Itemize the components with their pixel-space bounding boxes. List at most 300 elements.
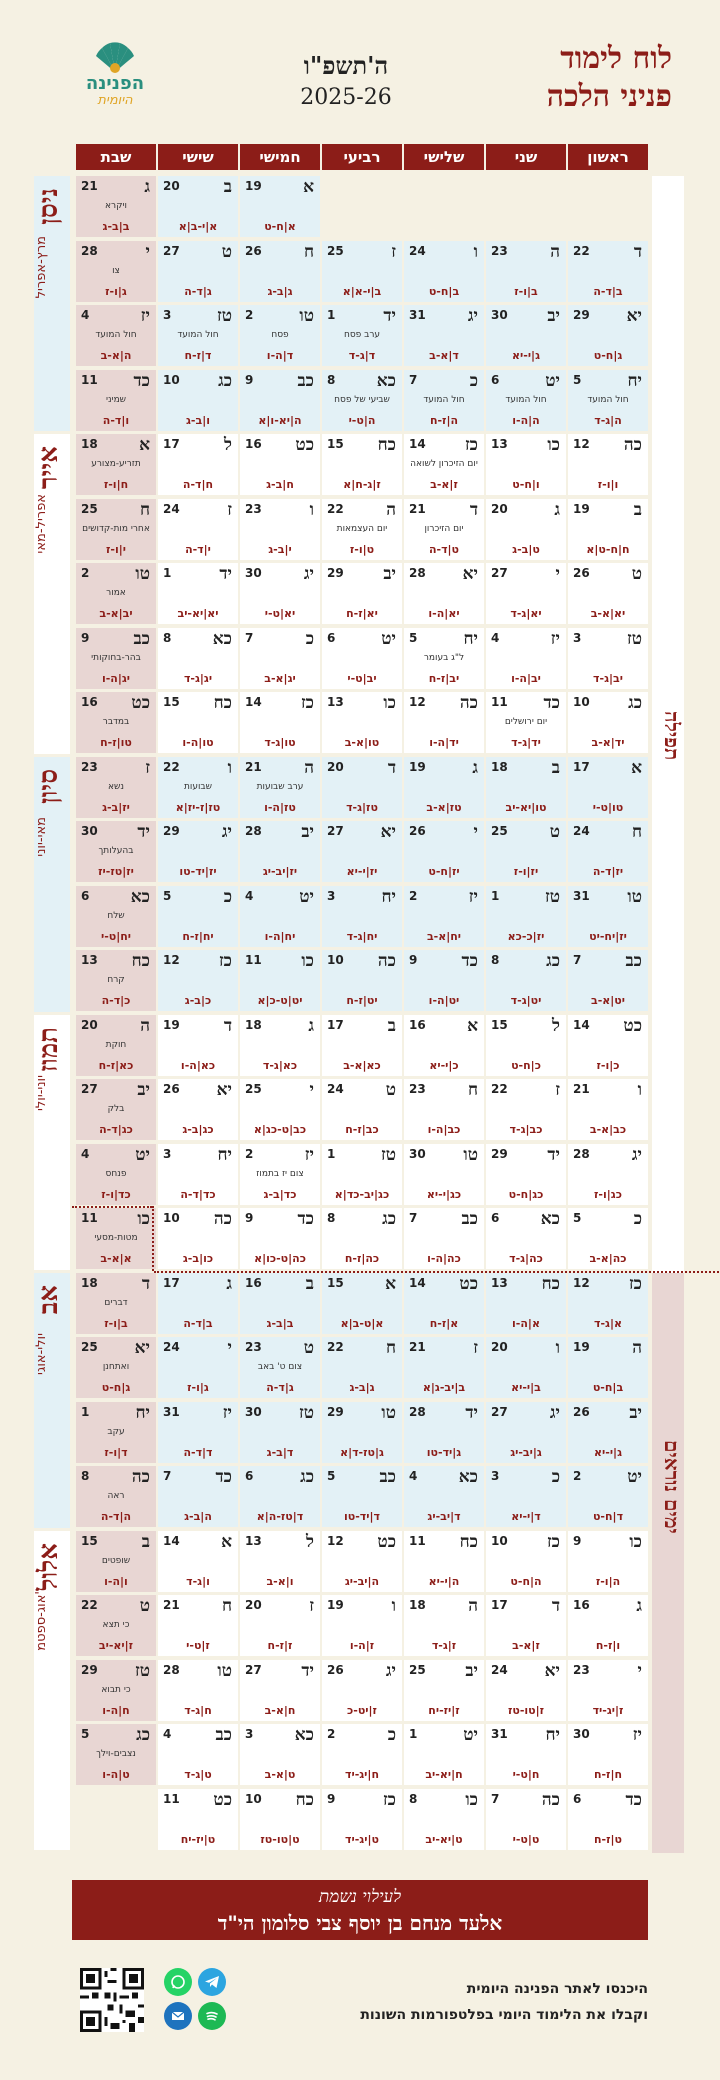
gregorian-date: 20 xyxy=(491,1340,508,1354)
day-cell xyxy=(322,886,402,947)
hebrew-date: יח xyxy=(135,1402,150,1423)
hebrew-date: יט xyxy=(299,886,314,907)
day-cell xyxy=(322,1466,402,1527)
day-cell xyxy=(404,886,484,947)
hebrew-date: יא xyxy=(544,1660,560,1681)
day-cell xyxy=(404,563,484,624)
day-note: יום ירושלים xyxy=(504,717,548,727)
study-reference: טו|ז-ח xyxy=(100,736,132,749)
gregorian-date: 27 xyxy=(491,1404,508,1419)
gregorian-date: 17 xyxy=(491,1598,508,1612)
study-reference: ג|יב-יג xyxy=(510,1445,542,1459)
gregorian-date: 13 xyxy=(245,1533,262,1548)
gregorian-date: 30 xyxy=(409,1146,426,1161)
study-reference: י|ו-ז xyxy=(105,542,126,556)
study-reference: יז|יח-יט xyxy=(589,929,627,943)
month-label xyxy=(34,434,70,754)
day-cell xyxy=(76,821,156,882)
day-note: שמיני xyxy=(105,394,127,405)
hebrew-date: כז xyxy=(300,693,314,713)
day-note: אמור xyxy=(106,588,126,598)
day-note: בהר-בחוקותי xyxy=(91,652,141,663)
study-reference: ז|ה-ו xyxy=(349,1639,375,1652)
gregorian-date: 26 xyxy=(245,243,262,258)
day-cell xyxy=(568,1660,648,1721)
gregorian-date: 24 xyxy=(573,824,590,838)
study-reference: ח|יג-יד xyxy=(345,1768,379,1781)
day-cell xyxy=(76,1789,156,1850)
day-cell xyxy=(486,241,566,302)
day-cell xyxy=(322,1724,402,1785)
day-note: תזריע-מצורע xyxy=(91,459,141,469)
study-reference: ז|יא-יב xyxy=(98,1639,134,1652)
gregorian-date: 2 xyxy=(409,888,418,903)
study-reference: טז|א-ב xyxy=(426,800,462,814)
gregorian-date: 25 xyxy=(327,243,344,258)
hebrew-date: יט xyxy=(381,628,396,649)
study-reference: יט|א-ב xyxy=(590,994,625,1007)
hebrew-date: כז xyxy=(628,1273,642,1294)
hebrew-date: ב xyxy=(141,1531,150,1552)
day-note: יום הזיכרון xyxy=(424,523,464,534)
gregorian-date: 24 xyxy=(409,243,426,258)
hebrew-date: ל xyxy=(224,435,232,455)
day-cell xyxy=(76,628,156,689)
day-cell xyxy=(76,1660,156,1721)
hebrew-date: יב xyxy=(547,306,560,326)
study-reference: יז|טז-יז xyxy=(98,865,134,878)
day-cell xyxy=(158,1337,238,1398)
day-cell xyxy=(486,1144,566,1205)
study-reference: יב|א-ב xyxy=(99,607,133,620)
study-reference: ג|ד-ה xyxy=(184,284,212,298)
study-reference: כב|ט-כג|א xyxy=(253,1123,307,1136)
hebrew-date: ז xyxy=(555,1080,560,1100)
day-cell xyxy=(158,1208,238,1269)
study-reference: ט|טו-טז xyxy=(260,1832,300,1846)
gregorian-date: 7 xyxy=(491,1791,500,1806)
day-cell xyxy=(486,434,566,495)
hebrew-date: כג xyxy=(546,951,560,971)
gregorian-date: 19 xyxy=(163,1017,180,1032)
hebrew-date: כג xyxy=(300,1467,314,1487)
study-reference: יד|א-ב xyxy=(591,736,625,749)
gregorian-date: 3 xyxy=(327,888,336,903)
sidebar-label-top: תפילה xyxy=(660,711,684,761)
day-cell xyxy=(158,1015,238,1076)
qr-code-icon[interactable] xyxy=(80,1968,144,2032)
day-cell xyxy=(486,950,566,1011)
hebrew-date: כד xyxy=(297,1209,314,1229)
hebrew-date: כא xyxy=(294,1725,314,1745)
gregorian-date: 29 xyxy=(491,1146,508,1161)
hebrew-date: ז xyxy=(309,1596,314,1616)
day-cell xyxy=(486,1402,566,1463)
day-note: יום הזיכרון לשואה xyxy=(410,459,478,469)
study-reference: ו|ז-ח xyxy=(595,1639,621,1652)
study-reference: ט|ד-ה xyxy=(428,542,460,556)
gregorian-date: 7 xyxy=(409,1211,418,1225)
dedication-line2: אלעד מנחם בן יוסף צבי סלומון הי"ד xyxy=(217,1911,503,1935)
hebrew-date: כ xyxy=(633,1209,642,1229)
section-divider xyxy=(154,1271,720,1273)
study-reference: ז|א-ב xyxy=(512,1639,540,1652)
study-reference: ז|טו-טז xyxy=(507,1703,545,1717)
gregorian-date: 17 xyxy=(327,1017,344,1032)
day-cell xyxy=(240,370,320,431)
hebrew-date: יט xyxy=(545,370,560,391)
gregorian-date: 19 xyxy=(409,759,426,774)
study-reference: ג|ו-ז xyxy=(187,1381,209,1394)
hebrew-date: ג xyxy=(226,1273,232,1294)
study-reference: יח|ה-ו xyxy=(264,929,296,943)
day-cell xyxy=(568,1724,648,1785)
day-cell xyxy=(76,1466,156,1527)
hebrew-date: ג xyxy=(472,757,478,778)
study-reference: א|י-ב|א xyxy=(178,220,218,233)
gregorian-date: 13 xyxy=(81,953,98,967)
day-note: כי תבוא xyxy=(101,1684,131,1695)
hebrew-date: יג xyxy=(631,1144,642,1165)
day-cell xyxy=(568,305,648,366)
gregorian-date: 3 xyxy=(491,1469,500,1483)
day-cell xyxy=(158,692,238,753)
day-cell xyxy=(322,1015,402,1076)
spotify-icon[interactable] xyxy=(198,2002,226,2030)
hebrew-date: יח xyxy=(545,1725,560,1745)
study-reference: ו|ד-ה xyxy=(102,413,130,427)
study-reference: י|ב-ג xyxy=(268,542,292,556)
study-reference: ב|ד-ה xyxy=(593,284,623,298)
hebrew-date: כח xyxy=(131,951,150,971)
day-cell xyxy=(76,1402,156,1463)
hebrew-date: ל xyxy=(306,1531,314,1552)
gregorian-date: 20 xyxy=(245,1598,262,1612)
gregorian-date: 9 xyxy=(573,1533,582,1548)
hebrew-date: כט xyxy=(213,1789,232,1810)
whatsapp-icon[interactable] xyxy=(164,1968,192,1996)
day-cell xyxy=(568,1402,648,1463)
day-cell xyxy=(240,1660,320,1721)
study-reference: יז|יד-טו xyxy=(179,865,217,878)
day-cell xyxy=(76,370,156,431)
study-reference: כב|ג-ד xyxy=(509,1123,543,1136)
hebrew-date: ה xyxy=(304,757,314,778)
study-reference: יא|ג-ד xyxy=(510,607,542,620)
gregorian-date: 15 xyxy=(327,437,344,451)
day-header: חמישי xyxy=(240,144,320,170)
day-cell xyxy=(158,1531,238,1592)
gregorian-date: 8 xyxy=(163,630,172,645)
study-reference: ג|ד-ה xyxy=(266,1381,294,1394)
gregorian-date: 11 xyxy=(81,372,98,387)
gregorian-date: 19 xyxy=(573,1340,590,1354)
day-note: דברים xyxy=(104,1297,128,1308)
day-cell xyxy=(404,499,484,560)
hebrew-date: כא xyxy=(130,886,150,907)
gregorian-date: 18 xyxy=(81,437,98,451)
study-reference: ב|ח-ט xyxy=(428,284,460,298)
gregorian-date: 11 xyxy=(409,1533,426,1548)
day-cell xyxy=(240,1402,320,1463)
gregorian-date: 4 xyxy=(81,308,90,322)
gregorian-date: 1 xyxy=(491,888,500,903)
hebrew-date: יז xyxy=(550,628,560,649)
gregorian-date: 22 xyxy=(327,1340,344,1354)
study-reference: ג|יד-טו xyxy=(426,1445,462,1459)
hebrew-date: כו xyxy=(301,951,314,971)
day-cell xyxy=(76,1531,156,1592)
gregorian-date: 30 xyxy=(245,1404,262,1419)
title-line2: פניני הלכה xyxy=(546,79,672,114)
day-cell xyxy=(486,757,566,818)
gregorian-date: 28 xyxy=(409,1404,426,1419)
gregorian-date: 10 xyxy=(163,372,180,387)
study-reference: א|א-ב xyxy=(100,1252,132,1265)
hebrew-date: כו xyxy=(137,1209,150,1229)
study-reference: כד|ו-ז xyxy=(101,1187,131,1201)
gregorian-date: 9 xyxy=(327,1791,336,1806)
day-note: פסח xyxy=(271,330,289,340)
hebrew-date: יב xyxy=(301,822,314,842)
study-reference: ז|ג-ד xyxy=(431,1639,457,1652)
day-note: חול המועד xyxy=(423,394,465,405)
day-cell xyxy=(404,241,484,302)
hebrew-date: כח xyxy=(541,1273,560,1294)
day-note: שבועות xyxy=(183,781,213,792)
hebrew-date: ג xyxy=(636,1596,642,1616)
day-cell xyxy=(240,1724,320,1785)
hebrew-date: יח xyxy=(217,1144,232,1165)
gregorian-date: 2 xyxy=(573,1469,582,1483)
study-reference: ג|ב-ג xyxy=(267,284,293,298)
study-reference: טז|ה-ו xyxy=(264,800,296,814)
month-name: ניסן xyxy=(34,188,64,225)
gregorian-date: 23 xyxy=(409,1082,426,1096)
hebrew-date: כד xyxy=(215,1467,232,1487)
day-cell xyxy=(404,1208,484,1269)
hebrew-date: א xyxy=(385,1273,396,1294)
hebrew-date: כא xyxy=(458,1467,478,1487)
day-cell xyxy=(158,176,238,237)
hebrew-date: יד xyxy=(383,306,396,326)
study-reference: ד|ח-ט xyxy=(592,1510,624,1523)
hebrew-date: טז xyxy=(134,1660,150,1681)
hebrew-date: יג xyxy=(549,1402,560,1423)
gregorian-date: 9 xyxy=(245,372,254,387)
gregorian-date: 30 xyxy=(245,566,262,580)
study-reference: כ|ח-ט xyxy=(511,1058,541,1072)
hebrew-date: א xyxy=(631,757,642,778)
hebrew-date: טז xyxy=(544,886,560,907)
day-cell xyxy=(240,757,320,818)
study-reference: ד|יב-יג xyxy=(427,1510,461,1523)
study-reference: ח|א-ב xyxy=(264,1703,296,1717)
hebrew-date: כט xyxy=(377,1531,396,1552)
study-reference: ד|ה-ו xyxy=(266,349,294,362)
gregorian-date: 7 xyxy=(409,372,418,387)
dedication-line1: לעילוי נשמת xyxy=(318,1887,402,1907)
study-reference: ו|ו-ז xyxy=(597,478,619,491)
hebrew-date: יא xyxy=(216,1080,232,1100)
hebrew-date: יג xyxy=(385,1660,396,1681)
gregorian-date: 2 xyxy=(327,1727,336,1741)
study-reference: יא|א-ב xyxy=(590,607,626,620)
day-cell xyxy=(568,176,648,237)
hebrew-date: יב xyxy=(137,1080,150,1100)
study-reference: יח|ג-ד xyxy=(346,929,378,943)
gregorian-date: 8 xyxy=(491,953,500,967)
hebrew-date: כז xyxy=(546,1531,560,1552)
day-cell xyxy=(158,434,238,495)
gregorian-date: 10 xyxy=(163,1211,180,1225)
study-reference: ג|ח-ט xyxy=(593,349,623,362)
day-cell xyxy=(322,1079,402,1140)
gregorian-date: 17 xyxy=(163,1275,180,1290)
gregorian-date: 28 xyxy=(573,1146,590,1161)
day-cell xyxy=(76,757,156,818)
day-cell xyxy=(322,370,402,431)
study-reference: א|ט-ב|א xyxy=(340,1316,384,1330)
hebrew-date: כד xyxy=(625,1789,642,1810)
day-cell xyxy=(240,950,320,1011)
study-reference: כ|ו-ז xyxy=(596,1058,620,1072)
gregorian-date: 1 xyxy=(327,1146,336,1161)
hebrew-date: כג xyxy=(136,1725,150,1745)
gregorian-date: 29 xyxy=(81,1662,98,1677)
day-cell xyxy=(568,1531,648,1592)
day-cell xyxy=(486,821,566,882)
hebrew-date: כב xyxy=(133,628,150,649)
hebrew-date: ג xyxy=(308,1015,314,1036)
day-cell xyxy=(486,1466,566,1527)
gregorian-date: 11 xyxy=(245,953,262,967)
study-reference: טו|א-ב xyxy=(344,736,380,749)
study-reference: ב|יב-ג|א xyxy=(422,1381,466,1394)
study-reference: יז|ד-ה xyxy=(592,865,624,878)
study-reference: ט|ג-ד xyxy=(184,1768,212,1781)
hebrew-date: יז xyxy=(304,1144,314,1165)
hebrew-date: יג xyxy=(467,306,478,326)
month-label xyxy=(34,1273,70,1528)
telegram-icon[interactable] xyxy=(198,1968,226,1996)
day-cell xyxy=(568,370,648,431)
gregorian-date: 10 xyxy=(491,1533,508,1548)
day-note: נצבים-וילך xyxy=(96,1749,136,1759)
hebrew-date: ב xyxy=(633,499,642,520)
day-cell xyxy=(568,1273,648,1334)
study-reference: יב|ג-ד xyxy=(593,671,623,685)
day-note: ל"ג בעומר xyxy=(423,652,465,663)
hebrew-date: ד xyxy=(633,241,642,262)
day-cell xyxy=(240,1273,320,1334)
email-icon[interactable] xyxy=(164,2002,192,2030)
gregorian-date: 15 xyxy=(163,695,180,709)
gregorian-date: 1 xyxy=(327,308,336,322)
hebrew-date: יז xyxy=(140,306,150,326)
hebrew-date: ט xyxy=(549,822,560,842)
day-note: יום העצמאות xyxy=(336,523,388,534)
study-reference: כד|ד-ה xyxy=(180,1187,216,1201)
study-reference: ג|י-יא xyxy=(594,1445,622,1459)
day-cell xyxy=(76,305,156,366)
study-reference: יג|ג-ד xyxy=(183,671,213,685)
calendar-title xyxy=(412,40,672,116)
day-cell xyxy=(322,1595,402,1656)
gregorian-date: 22 xyxy=(573,243,590,258)
day-note: חול המועד xyxy=(505,394,547,405)
hebrew-date: יד xyxy=(301,1660,314,1681)
hebrew-date: ט xyxy=(385,1080,396,1100)
day-cell xyxy=(322,1273,402,1334)
gregorian-date: 16 xyxy=(245,437,262,451)
gregorian-date: 12 xyxy=(163,953,180,967)
hebrew-date: כג xyxy=(218,370,232,391)
gregorian-date: 26 xyxy=(409,824,426,838)
logo-subtext: היומית xyxy=(97,93,133,108)
study-reference: ז|יט-כ xyxy=(347,1703,377,1717)
gregorian-date: 23 xyxy=(245,501,262,516)
study-reference: ח|ד-ה xyxy=(182,478,214,491)
gregorian-date: 4 xyxy=(491,630,500,645)
gregorian-date: 5 xyxy=(573,372,582,387)
day-note: ראה xyxy=(107,1491,125,1501)
day-cell xyxy=(568,950,648,1011)
gregorian-date: 11 xyxy=(163,1791,180,1806)
day-cell xyxy=(240,886,320,947)
study-reference: יח|א-ב xyxy=(426,929,462,943)
study-reference: טו|ה-ו xyxy=(182,736,214,749)
day-cell xyxy=(568,628,648,689)
month-label xyxy=(34,1015,70,1270)
gregorian-date: 18 xyxy=(409,1598,426,1612)
hebrew-date: ב xyxy=(551,757,560,778)
day-cell xyxy=(240,434,320,495)
hebrew-date: ח xyxy=(139,499,150,520)
gregorian-date: 23 xyxy=(573,1662,590,1677)
gregorian-date: 14 xyxy=(573,1017,590,1032)
day-cell xyxy=(404,1724,484,1785)
study-reference: יא|יא-יב xyxy=(177,607,219,620)
day-cell xyxy=(322,1531,402,1592)
gregorian-date: 5 xyxy=(573,1211,582,1225)
gregorian-date: 27 xyxy=(245,1662,262,1677)
study-reference: ו|ב-ג xyxy=(186,413,210,427)
day-header: רביעי xyxy=(322,144,402,170)
day-cell xyxy=(568,1144,648,1205)
study-reference: ו|ג-ד xyxy=(186,1574,210,1588)
day-cell xyxy=(568,241,648,302)
study-reference: ז|ז-ח xyxy=(267,1639,293,1652)
day-note: במדבר xyxy=(102,717,130,727)
hebrew-date: ד xyxy=(223,1015,232,1036)
study-reference: ב|ב-ג xyxy=(266,1316,294,1330)
day-cell xyxy=(322,1402,402,1463)
study-reference: ט|ו-ז xyxy=(349,542,375,556)
study-reference: ח|ח-ט|א xyxy=(586,542,630,556)
hebrew-date: ח xyxy=(385,1338,396,1358)
day-cell xyxy=(322,499,402,560)
study-reference: כ|י-יא xyxy=(429,1058,459,1072)
study-reference: כ|ב-ג xyxy=(184,994,212,1007)
hebrew-date: ד xyxy=(141,1273,150,1294)
hebrew-date: י xyxy=(555,564,560,584)
study-reference: יא|ז-ח xyxy=(346,607,378,620)
hebrew-date: כו xyxy=(629,1531,642,1552)
hebrew-date: כח xyxy=(459,1531,478,1552)
study-reference: ה|יא-ו|א xyxy=(258,413,302,427)
gregorian-date: 21 xyxy=(81,179,98,193)
